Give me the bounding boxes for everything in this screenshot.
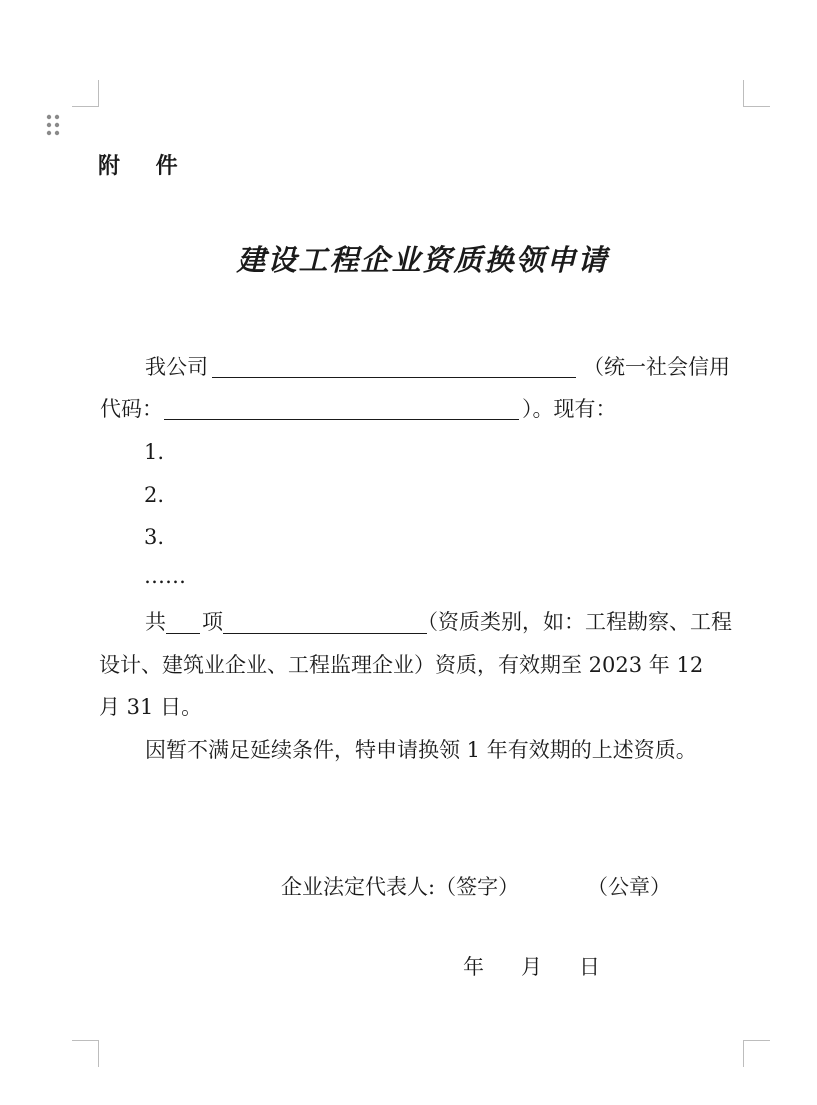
credit-code-field[interactable] [164, 419, 519, 420]
qualification-count-field[interactable] [166, 633, 200, 634]
continuation-line-2: 月 31 日。 [99, 695, 203, 719]
request-paragraph: 因暂不满足延续条件，特申请换领 1 年有效期的上述资质。 [145, 738, 697, 762]
existing-label: ）。现有： [522, 397, 617, 421]
category-hint: （资质类别，如：工程勘察、工程 [417, 610, 732, 634]
list-item-1: 1. [144, 440, 165, 464]
attachment-label: 附 件 [98, 154, 192, 179]
crop-mark-bottom-left [72, 1040, 99, 1067]
crop-mark-top-right [743, 80, 770, 107]
company-prefix: 我公司 [145, 355, 208, 379]
crop-mark-bottom-right [743, 1040, 770, 1067]
date-day-label: 日 [579, 955, 600, 979]
drag-handle-icon[interactable] [45, 114, 61, 136]
document-title: 建设工程企业资质换领申请 [236, 243, 609, 277]
qualification-category-field[interactable] [223, 633, 427, 634]
list-item-2: 2. [144, 483, 165, 507]
seal-label: （公章） [587, 875, 671, 899]
continuation-line-1: 设计、建筑业企业、工程监理企业）资质，有效期至 2023 年 12 [99, 653, 704, 677]
count-prefix: 共 [145, 610, 166, 634]
date-month-label: 月 [521, 955, 542, 979]
list-item-3: 3. [144, 525, 165, 549]
credit-code-label-start: （统一社会信用 [583, 355, 730, 379]
list-item-ellipsis: …… [144, 564, 186, 588]
crop-mark-top-left [72, 80, 99, 107]
credit-code-label: 代码： [100, 397, 163, 421]
count-unit: 项 [202, 610, 223, 634]
date-year-label: 年 [463, 955, 484, 979]
signature-label: 企业法定代表人:（签字） [281, 875, 520, 899]
company-name-field[interactable] [212, 377, 576, 378]
